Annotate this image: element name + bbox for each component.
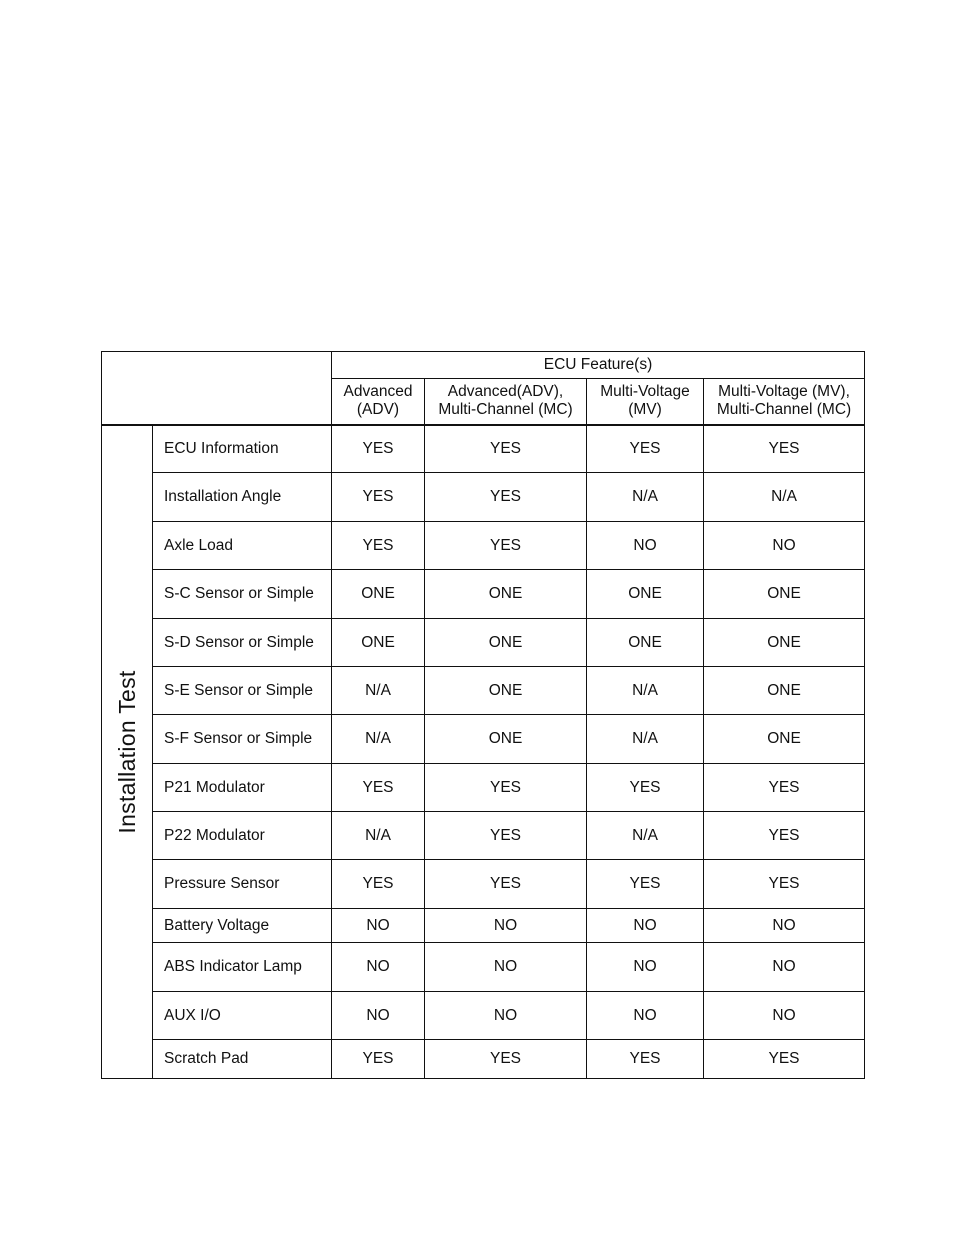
table-cell: ONE [425,715,587,764]
table-cell: N/A [704,473,865,522]
row-label: P22 Modulator [153,812,332,860]
column-header-adv [332,379,425,425]
table-row [102,570,865,619]
table-cell: YES [332,764,425,812]
row-label: Axle Load [153,522,332,570]
table-cell: ONE [704,619,865,667]
ecu-features-header: ECU Feature(s) [332,352,865,379]
table-cell: ONE [587,570,704,619]
table-cell: YES [425,860,587,909]
table-cell: YES [704,764,865,812]
table-cell: ONE [332,619,425,667]
table-row [102,812,865,860]
table-cell: YES [587,425,704,473]
table-row [102,764,865,812]
table-cell: YES [332,473,425,522]
table-row [102,667,865,715]
table-cell: NO [704,522,865,570]
table-cell: YES [704,1040,865,1079]
table-cell: NO [332,909,425,943]
table-cell: ONE [425,570,587,619]
table-cell: YES [332,425,425,473]
table-cell: YES [332,1040,425,1079]
table-cell: N/A [587,667,704,715]
column-header-line: Multi-Channel (MC) [438,401,573,419]
table-cell: NO [587,943,704,992]
table-row [102,1040,865,1079]
table-cell: ONE [332,570,425,619]
table-cell: N/A [587,473,704,522]
table-row [102,619,865,667]
installation-test-group-cell [102,425,153,1079]
table-cell: YES [332,860,425,909]
table-cell: YES [587,860,704,909]
table-cell: ONE [425,619,587,667]
column-header-line: Advanced(ADV), [447,383,564,401]
table-cell: YES [425,522,587,570]
table-cell: ONE [587,619,704,667]
table-cell: NO [425,909,587,943]
table-cell: NO [704,909,865,943]
row-label: ABS Indicator Lamp [153,943,332,992]
row-label: AUX I/O [153,992,332,1040]
table-row [102,425,865,473]
column-header-line: Multi-Voltage [600,383,690,401]
row-label: Pressure Sensor [153,860,332,909]
column-header-line: (MV) [628,401,662,419]
installation-test-label: Installation Test [114,670,140,834]
table-row [102,522,865,570]
table-cell: NO [587,909,704,943]
table-cell: YES [587,1040,704,1079]
table-cell: N/A [332,667,425,715]
row-label: Installation Angle [153,473,332,522]
table-cell: YES [425,473,587,522]
table-cell: NO [425,992,587,1040]
table-cell: N/A [587,812,704,860]
table-cell: N/A [332,715,425,764]
table-cell: YES [704,812,865,860]
table-cell: N/A [332,812,425,860]
column-header-line: (ADV) [356,401,400,419]
table-cell: YES [332,522,425,570]
table-cell: NO [704,992,865,1040]
table-cell: N/A [587,715,704,764]
table-cell: YES [425,812,587,860]
table-cell: YES [704,425,865,473]
row-label: S-D Sensor or Simple [153,619,332,667]
ecu-feature-table [101,351,865,1079]
row-label: S-C Sensor or Simple [153,570,332,619]
table-cell: ONE [704,715,865,764]
table-row [102,992,865,1040]
table-row [102,909,865,943]
table-row [102,715,865,764]
row-label: Battery Voltage [153,909,332,943]
table-cell: YES [587,764,704,812]
table-cell: ONE [704,667,865,715]
column-header-adv-mc [425,379,587,425]
table-cell: ONE [704,570,865,619]
table-cell: NO [425,943,587,992]
table-cell: NO [587,522,704,570]
table-cell: NO [332,943,425,992]
column-header-line: Multi-Channel (MC) [716,401,852,419]
table-cell: YES [704,860,865,909]
table-cell: YES [425,1040,587,1079]
table-row [102,473,865,522]
row-label: S-E Sensor or Simple [153,667,332,715]
table-cell: NO [332,992,425,1040]
column-header-line: Multi-Voltage (MV), [718,383,850,401]
table-cell: YES [425,764,587,812]
table-cell: NO [704,943,865,992]
row-label: ECU Information [153,425,332,473]
column-header-mv-mc [704,379,865,425]
table-row [102,943,865,992]
column-header-line: Advanced [343,383,413,401]
table-cell: ONE [425,667,587,715]
column-header-mv [587,379,704,425]
table-cell: NO [587,992,704,1040]
table-cell: YES [425,425,587,473]
row-label: Scratch Pad [153,1040,332,1079]
row-label: P21 Modulator [153,764,332,812]
row-label: S-F Sensor or Simple [153,715,332,764]
header-corner-cell [102,352,332,425]
table-row [102,860,865,909]
